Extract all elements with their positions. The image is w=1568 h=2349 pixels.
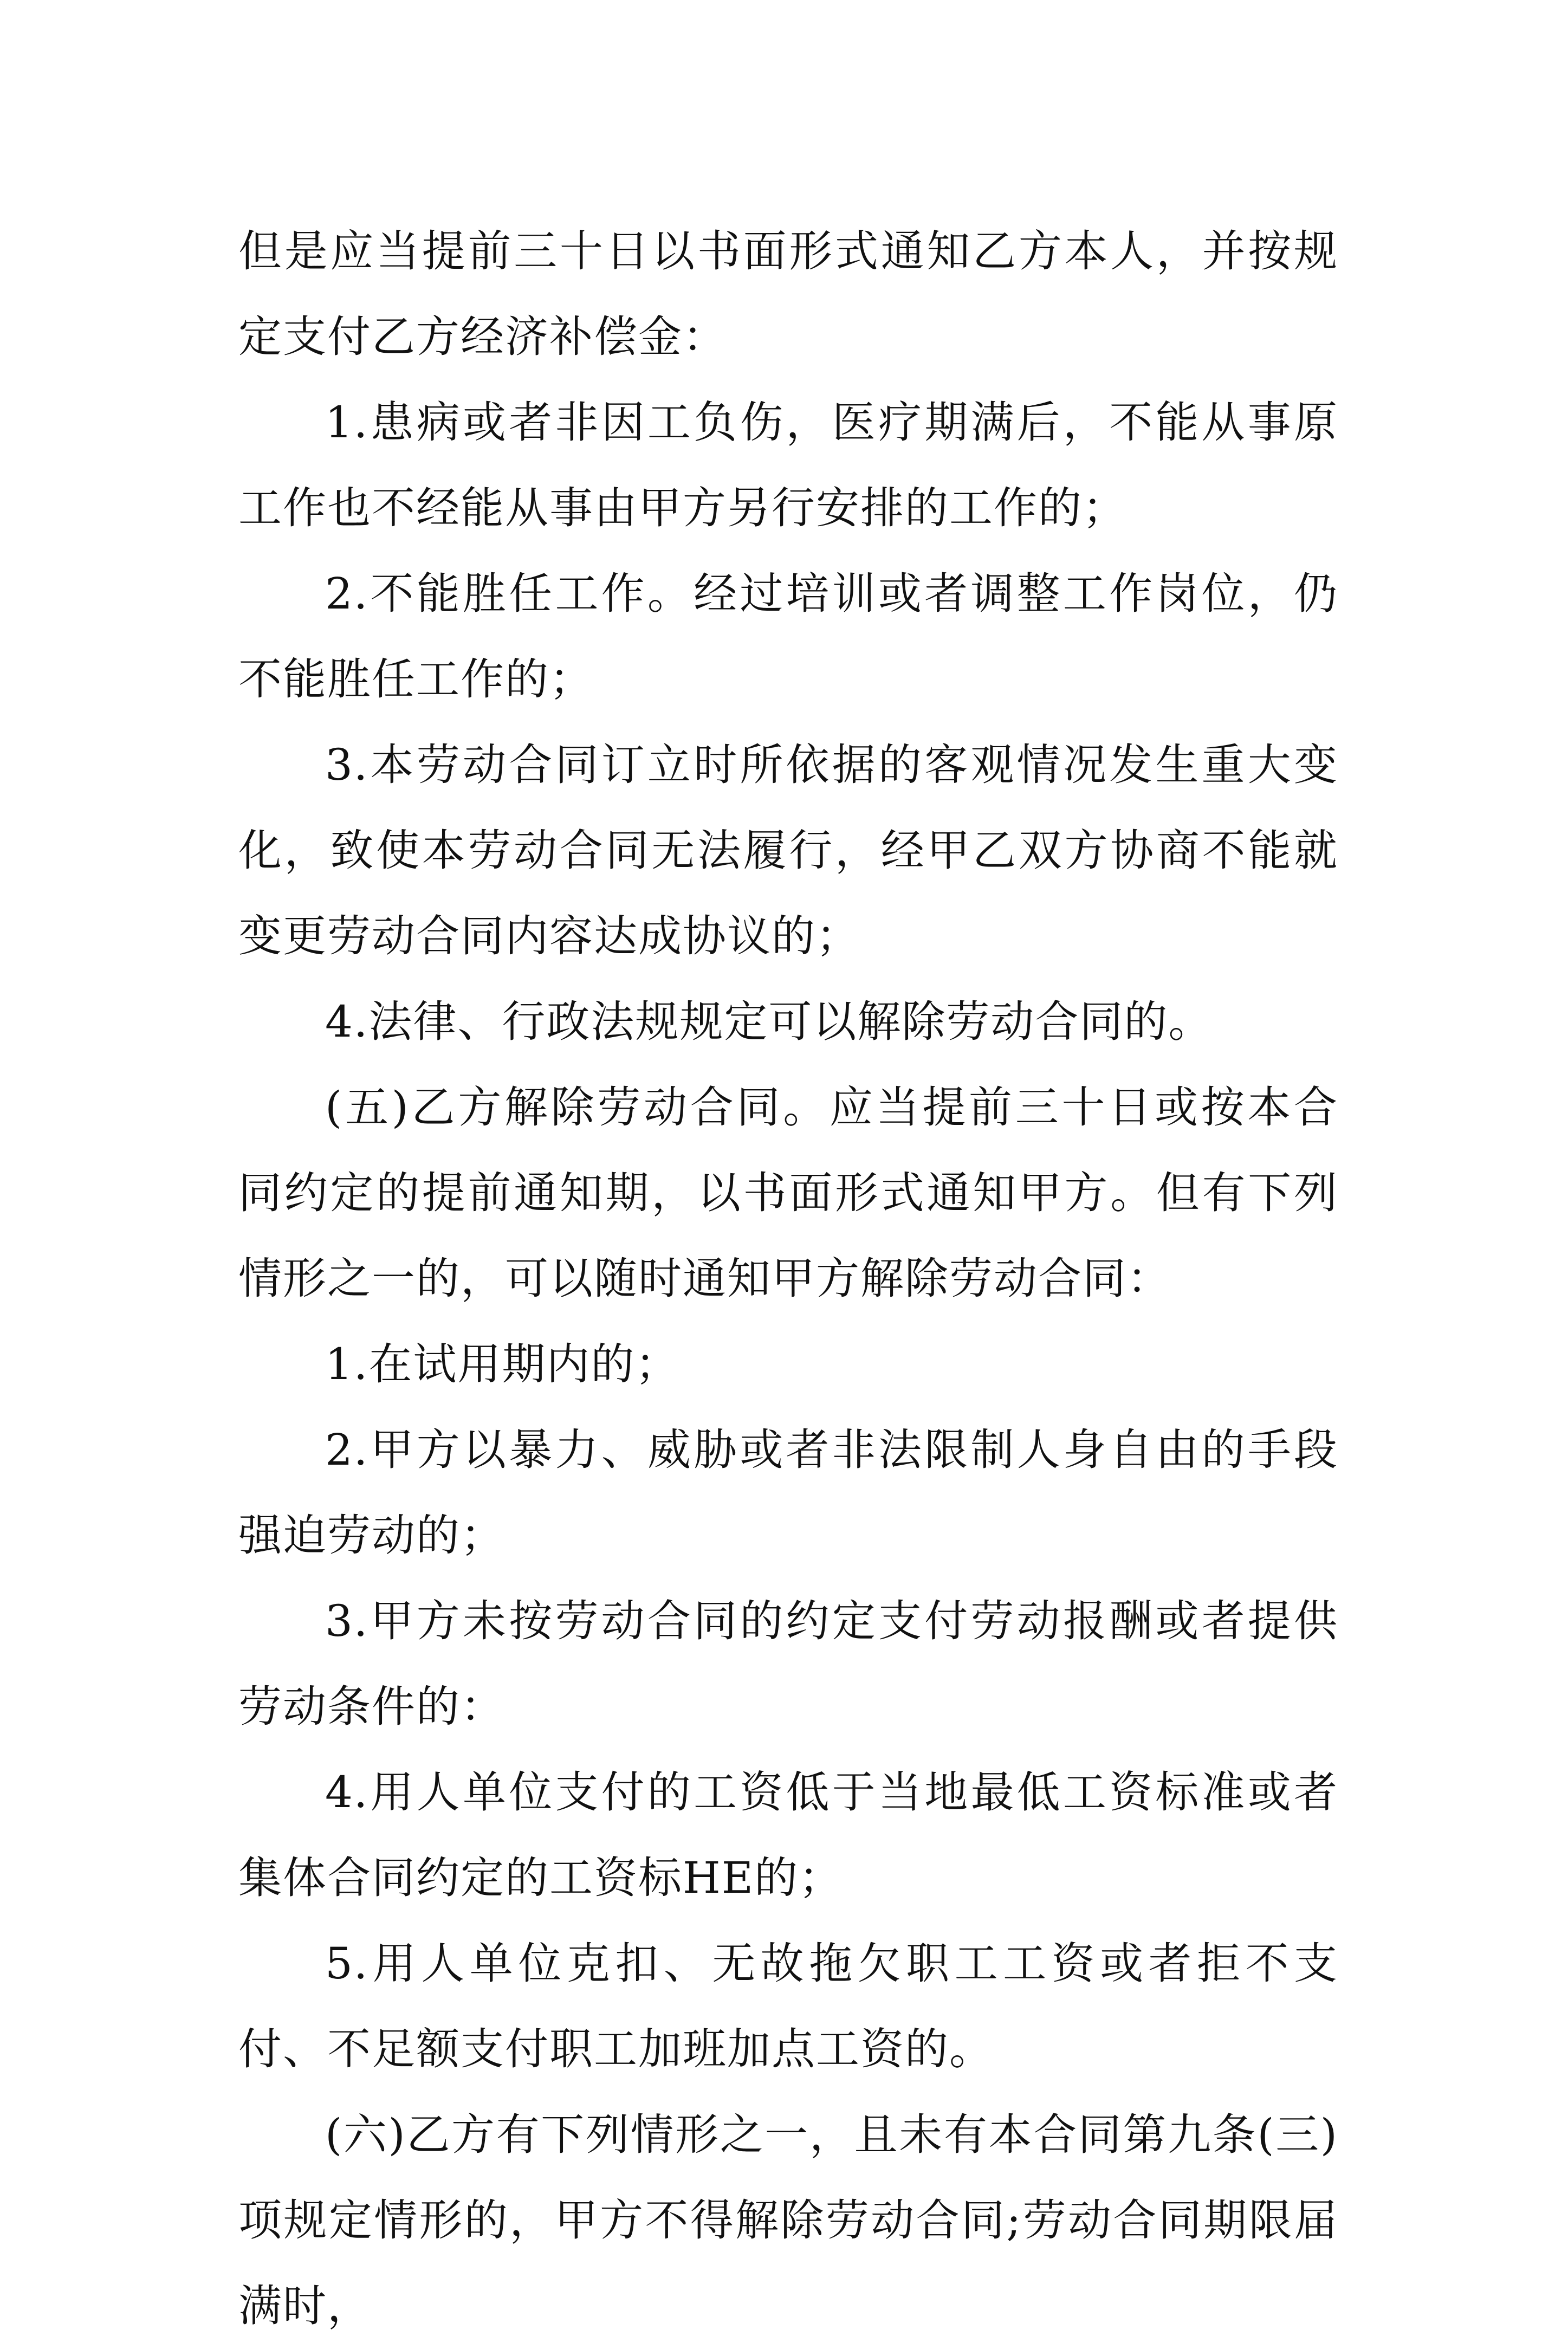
section-paragraph: (六)乙方有下列情形之一，且未有本合同第九条(三)项规定情形的，甲方不得解除劳动合同;劳动合同期限届满时， xyxy=(238,2109,1338,2331)
list-item: 3.甲方未按劳动合同的约定支付劳动报酬或者提供劳动条件的： xyxy=(238,1596,1338,1732)
list-item: 5.用人单位克扣、无故拖欠职工工资或者拒不支付、不足额支付职工加班加点工资的。 xyxy=(238,1938,1338,2074)
list-item: 3.本劳动合同订立时所依据的客观情况发生重大变化，致使本劳动合同无法履行，经甲乙双方协商不能就变更劳动合同内容达成协议的； xyxy=(238,740,1338,961)
body-text xyxy=(238,209,1338,2349)
section-paragraph: (五)乙方解除劳动合同。应当提前三十日或按本合同约定的提前通知期，以书面形式通知甲方。但有下列情形之一的，可以随时通知甲方解除劳动合同： xyxy=(238,1082,1338,1304)
list-item: 1.在试用期内的； xyxy=(325,1339,680,1389)
list-item: 4.法律、行政法规规定可以解除劳动合同的。 xyxy=(325,996,1213,1047)
list-item: 2.不能胜任工作。经过培训或者调整工作岗位，仍不能胜任工作的； xyxy=(238,568,1338,704)
list-item: 4.用人单位支付的工资低于当地最低工资标准或者集体合同约定的工资标HE的； xyxy=(238,1767,1338,1903)
list-item: 1.患病或者非因工负伤，医疗期满后，不能从事原工作也不经能从事由甲方另行安排的工作的； xyxy=(238,397,1338,533)
paragraph: 但是应当提前三十日以书面形式通知乙方本人，并按规定支付乙方经济补偿金： xyxy=(238,226,1338,362)
list-item: 2.甲方以暴力、威胁或者非法限制人身自由的手段强迫劳动的； xyxy=(238,1425,1338,1561)
